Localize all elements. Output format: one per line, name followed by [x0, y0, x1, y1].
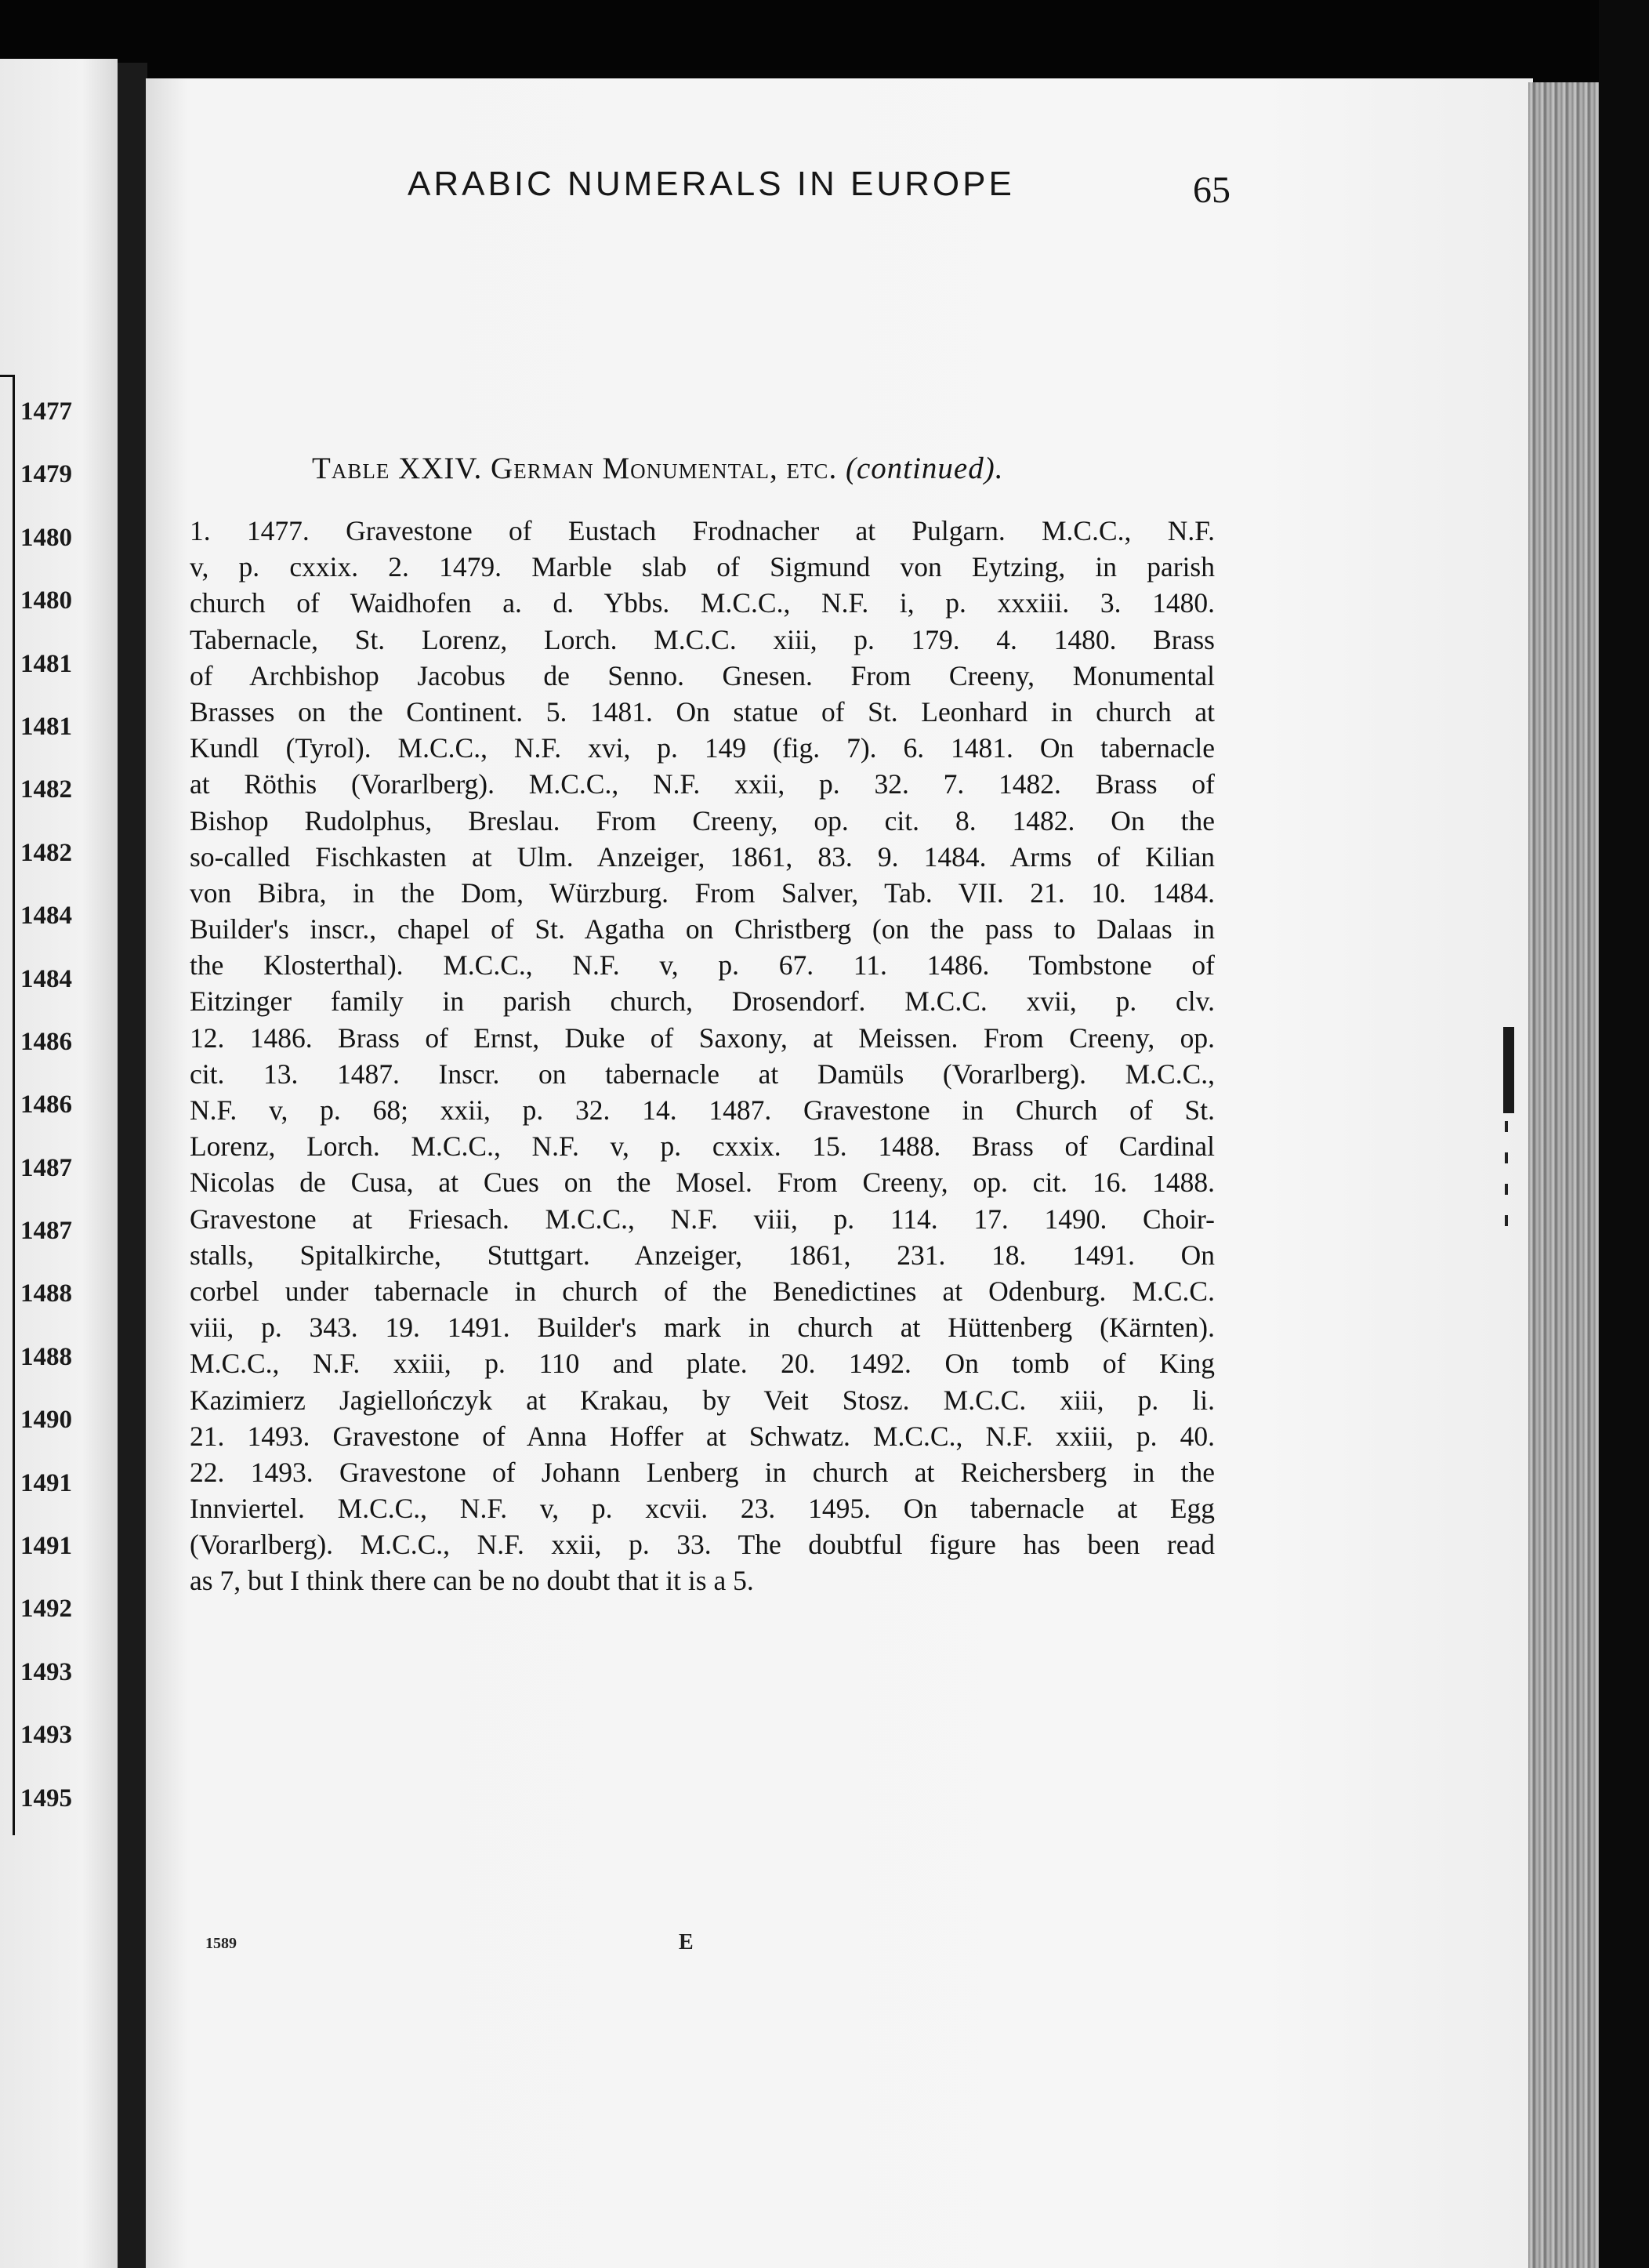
page-edge-mark	[1503, 1027, 1514, 1113]
text-line: Nicolas de Cusa, at Cues on the Mosel. From Creeny, op. cit. 16. 1488.	[190, 1167, 1215, 1199]
text-line: (Vorarlberg). M.C.C., N.F. xxii, p. 33. The doubtful figure has been read	[190, 1529, 1215, 1561]
text-line: of Archbishop Jacobus de Senno. Gnesen. From Creeny, Monumental	[190, 659, 1215, 691]
signature-mark: E	[679, 1930, 694, 1954]
table-label: Table XXIV.	[312, 452, 483, 485]
text-line: at Röthis (Vorarlberg). M.C.C., N.F. xxii, p. 32. 7. 1482. Brass of	[190, 768, 1215, 800]
margin-year: 1488	[20, 1279, 72, 1308]
margin-year: 1481	[20, 649, 72, 678]
margin-year: 1491	[20, 1532, 72, 1561]
page-edge-dots	[1505, 1121, 1509, 1246]
text-line: Eitzinger family in parish church, Drosendorf. M.C.C. xvii, p. clv.	[190, 985, 1215, 1018]
text-line: stalls, Spitalkirche, Stuttgart. Anzeiger, 1861, 231. 18. 1491. On	[190, 1239, 1215, 1271]
margin-year: 1487	[20, 1217, 72, 1246]
margin-year: 1477	[20, 397, 72, 426]
text-line: Kazimierz Jagiellończyk at Krakau, by Veit Stosz. M.C.C. xiii, p. li.	[190, 1384, 1215, 1416]
margin-year: 1490	[20, 1406, 72, 1435]
page-number: 65	[1193, 169, 1230, 211]
print-number: 1589	[205, 1935, 237, 1952]
margin-year: 1495	[20, 1784, 72, 1813]
text-line: viii, p. 343. 19. 1491. Builder's mark in church at Hüttenberg (Kärnten).	[190, 1312, 1215, 1344]
text-line: 12. 1486. Brass of Ernst, Duke of Saxony, at Meissen. From Creeny, op.	[190, 1022, 1215, 1054]
text-line: Lorenz, Lorch. M.C.C., N.F. v, p. cxxix. 15. 1488. Brass of Cardinal	[190, 1130, 1215, 1163]
text-line: v, p. cxxix. 2. 1479. Marble slab of Sigmund von Eytzing, in parish	[190, 551, 1215, 583]
margin-year: 1491	[20, 1468, 72, 1497]
text-line: Tabernacle, St. Lorenz, Lorch. M.C.C. xiii, p. 179. 4. 1480. Brass	[190, 623, 1215, 655]
margin-rule	[0, 375, 15, 1835]
text-line: 22. 1493. Gravestone of Johann Lenberg in church at Reichersberg in the	[190, 1456, 1215, 1488]
running-head: ARABIC NUMERALS IN EUROPE	[408, 165, 1015, 203]
text-line: N.F. v, p. 68; xxii, p. 32. 14. 1487. Gravestone in Church of St.	[190, 1094, 1215, 1126]
table-subject: German Monumental, etc.	[491, 452, 838, 485]
body-text	[190, 513, 1215, 1599]
margin-year: 1486	[20, 1090, 72, 1119]
margin-year: 1484	[20, 902, 72, 931]
margin-year: 1484	[20, 964, 72, 993]
background-edge	[1599, 0, 1649, 2268]
margin-year: 1488	[20, 1342, 72, 1371]
text-line: von Bibra, in the Dom, Würzburg. From Salver, Tab. VII. 21. 10. 1484.	[190, 876, 1215, 909]
text-line: Kundl (Tyrol). M.C.C., N.F. xvi, p. 149 (fig. 7). 6. 1481. On tabernacle	[190, 732, 1215, 764]
text-line: Brasses on the Continent. 5. 1481. On statue of St. Leonhard in church at	[190, 695, 1215, 728]
text-line: as 7, but I think there can be no doubt that it is a 5.	[190, 1565, 754, 1597]
text-line: Gravestone at Friesach. M.C.C., N.F. viii, p. 114. 17. 1490. Choir-	[190, 1203, 1215, 1235]
margin-year: 1487	[20, 1153, 72, 1182]
text-line: 21. 1493. Gravestone of Anna Hoffer at Schwatz. M.C.C., N.F. xxiii, p. 40.	[190, 1420, 1215, 1452]
margin-year-column	[20, 396, 99, 1845]
margin-year: 1492	[20, 1595, 72, 1624]
text-line: Innviertel. M.C.C., N.F. v, p. xcvii. 23. 1495. On tabernacle at Egg	[190, 1493, 1215, 1525]
margin-year: 1493	[20, 1657, 72, 1686]
margin-year: 1481	[20, 712, 72, 741]
text-line: so-called Fischkasten at Ulm. Anzeiger, 1861, 83. 9. 1484. Arms of Kilian	[190, 840, 1215, 873]
margin-year: 1480	[20, 586, 72, 615]
table-title	[312, 451, 1003, 486]
text-line: Builder's inscr., chapel of St. Agatha on Christberg (on the pass to Dalaas in	[190, 913, 1215, 945]
margin-year: 1486	[20, 1027, 72, 1056]
book-gutter	[118, 63, 147, 2268]
page-edges	[1528, 82, 1599, 2268]
text-line: 1. 1477. Gravestone of Eustach Frodnacher at Pulgarn. M.C.C., N.F.	[190, 515, 1215, 546]
margin-year: 1482	[20, 775, 72, 804]
margin-year: 1482	[20, 838, 72, 867]
text-line: Bishop Rudolphus, Breslau. From Creeny, op. cit. 8. 1482. On the	[190, 804, 1215, 836]
text-line: corbel under tabernacle in church of the Benedictines at Odenburg. M.C.C.	[190, 1275, 1215, 1307]
text-line: cit. 13. 1487. Inscr. on tabernacle at Damüls (Vorarlberg). M.C.C.,	[190, 1058, 1215, 1090]
text-line: the Klosterthal). M.C.C., N.F. v, p. 67. 11. 1486. Tombstone of	[190, 949, 1215, 982]
text-line: M.C.C., N.F. xxiii, p. 110 and plate. 20. 1492. On tomb of King	[190, 1348, 1215, 1380]
table-note: (continued).	[845, 452, 1004, 485]
margin-year: 1479	[20, 460, 72, 489]
margin-year: 1480	[20, 523, 72, 552]
margin-year: 1493	[20, 1721, 72, 1750]
text-line: church of Waidhofen a. d. Ybbs. M.C.C., N.F. i, p. xxxiii. 3. 1480.	[190, 587, 1215, 619]
